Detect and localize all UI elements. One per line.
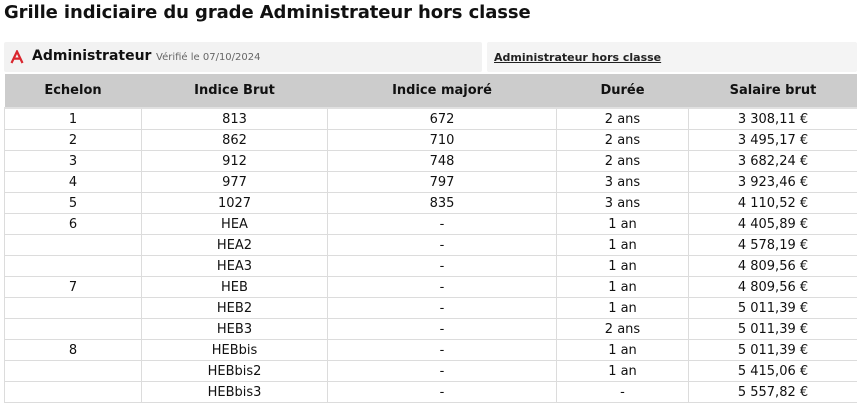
cell-salaire-brut: 4 809,56 € [689,277,857,298]
cell-indice-brut: 813 [142,108,328,130]
cell-indice-majore: - [328,298,557,319]
corps-icon [10,50,24,64]
cell-echelon [5,298,142,319]
header-indice-majore: Indice majoré [328,74,557,108]
cell-indice-majore: 672 [328,108,557,130]
cell-indice-brut: HEBbis [142,340,328,361]
cell-indice-brut: 1027 [142,193,328,214]
cell-salaire-brut: 5 557,82 € [689,382,857,403]
cell-salaire-brut: 4 809,56 € [689,256,857,277]
table-row [5,193,857,214]
cell-echelon: 4 [5,172,142,193]
cell-echelon: 5 [5,193,142,214]
table-row [5,235,857,256]
verified-date: Vérifié le 07/10/2024 [156,52,261,63]
cell-duree: - [557,382,689,403]
cell-indice-majore: - [328,340,557,361]
cell-duree: 1 an [557,235,689,256]
cell-echelon: 3 [5,151,142,172]
cell-indice-majore: - [328,277,557,298]
cell-indice-brut: 912 [142,151,328,172]
cell-salaire-brut: 3 308,11 € [689,108,857,130]
page-title: Grille indiciaire du grade Administrateur hors classe [4,2,531,23]
cell-salaire-brut: 3 682,24 € [689,151,857,172]
grade-link-panel [487,42,857,72]
cell-salaire-brut: 4 405,89 € [689,214,857,235]
cell-indice-brut: HEA3 [142,256,328,277]
cell-indice-brut: HEB [142,277,328,298]
header-duree: Durée [557,74,689,108]
cell-echelon: 1 [5,108,142,130]
cell-echelon [5,256,142,277]
table-row [5,382,857,403]
grade-link[interactable]: Administrateur hors classe [494,51,662,64]
cell-indice-majore: 835 [328,193,557,214]
cell-duree: 3 ans [557,193,689,214]
cell-duree: 3 ans [557,172,689,193]
grade-name: Administrateur [32,48,152,64]
cell-duree: 2 ans [557,151,689,172]
table-row [5,298,857,319]
cell-indice-majore: 748 [328,151,557,172]
cell-salaire-brut: 3 495,17 € [689,130,857,151]
table-row [5,214,857,235]
table-row [5,319,857,340]
cell-duree: 2 ans [557,319,689,340]
cell-indice-majore: - [328,235,557,256]
grade-header [4,42,857,72]
table-row [5,361,857,382]
cell-echelon [5,235,142,256]
table-row [5,130,857,151]
cell-echelon [5,361,142,382]
table-row [5,256,857,277]
cell-indice-majore: - [328,361,557,382]
cell-salaire-brut: 5 011,39 € [689,340,857,361]
cell-indice-majore: 710 [328,130,557,151]
grade-panel [4,42,482,72]
cell-indice-majore: - [328,256,557,277]
cell-duree: 2 ans [557,108,689,130]
cell-indice-brut: HEA2 [142,235,328,256]
cell-indice-brut: 977 [142,172,328,193]
cell-indice-majore: - [328,214,557,235]
cell-echelon: 7 [5,277,142,298]
table-header-row [5,74,857,108]
header-indice-brut: Indice Brut [142,74,328,108]
cell-duree: 2 ans [557,130,689,151]
cell-duree: 1 an [557,361,689,382]
cell-echelon [5,319,142,340]
cell-indice-brut: HEB2 [142,298,328,319]
cell-duree: 1 an [557,298,689,319]
cell-salaire-brut: 4 110,52 € [689,193,857,214]
cell-indice-majore: - [328,319,557,340]
table-row [5,340,857,361]
header-salaire-brut: Salaire brut [689,74,857,108]
cell-indice-brut: HEA [142,214,328,235]
header-echelon: Echelon [5,74,142,108]
cell-salaire-brut: 4 578,19 € [689,235,857,256]
salary-grid-table [4,74,857,403]
table-row [5,151,857,172]
cell-salaire-brut: 3 923,46 € [689,172,857,193]
cell-duree: 1 an [557,214,689,235]
cell-duree: 1 an [557,340,689,361]
table-body [5,108,857,403]
cell-echelon: 2 [5,130,142,151]
cell-duree: 1 an [557,277,689,298]
cell-indice-majore: - [328,382,557,403]
table-row [5,172,857,193]
cell-indice-brut: HEB3 [142,319,328,340]
cell-indice-brut: 862 [142,130,328,151]
cell-indice-brut: HEBbis3 [142,382,328,403]
cell-indice-majore: 797 [328,172,557,193]
cell-indice-brut: HEBbis2 [142,361,328,382]
cell-salaire-brut: 5 011,39 € [689,319,857,340]
cell-salaire-brut: 5 415,06 € [689,361,857,382]
cell-duree: 1 an [557,256,689,277]
cell-echelon: 6 [5,214,142,235]
cell-salaire-brut: 5 011,39 € [689,298,857,319]
table-row [5,108,857,130]
cell-echelon: 8 [5,340,142,361]
table-row [5,277,857,298]
cell-echelon [5,382,142,403]
